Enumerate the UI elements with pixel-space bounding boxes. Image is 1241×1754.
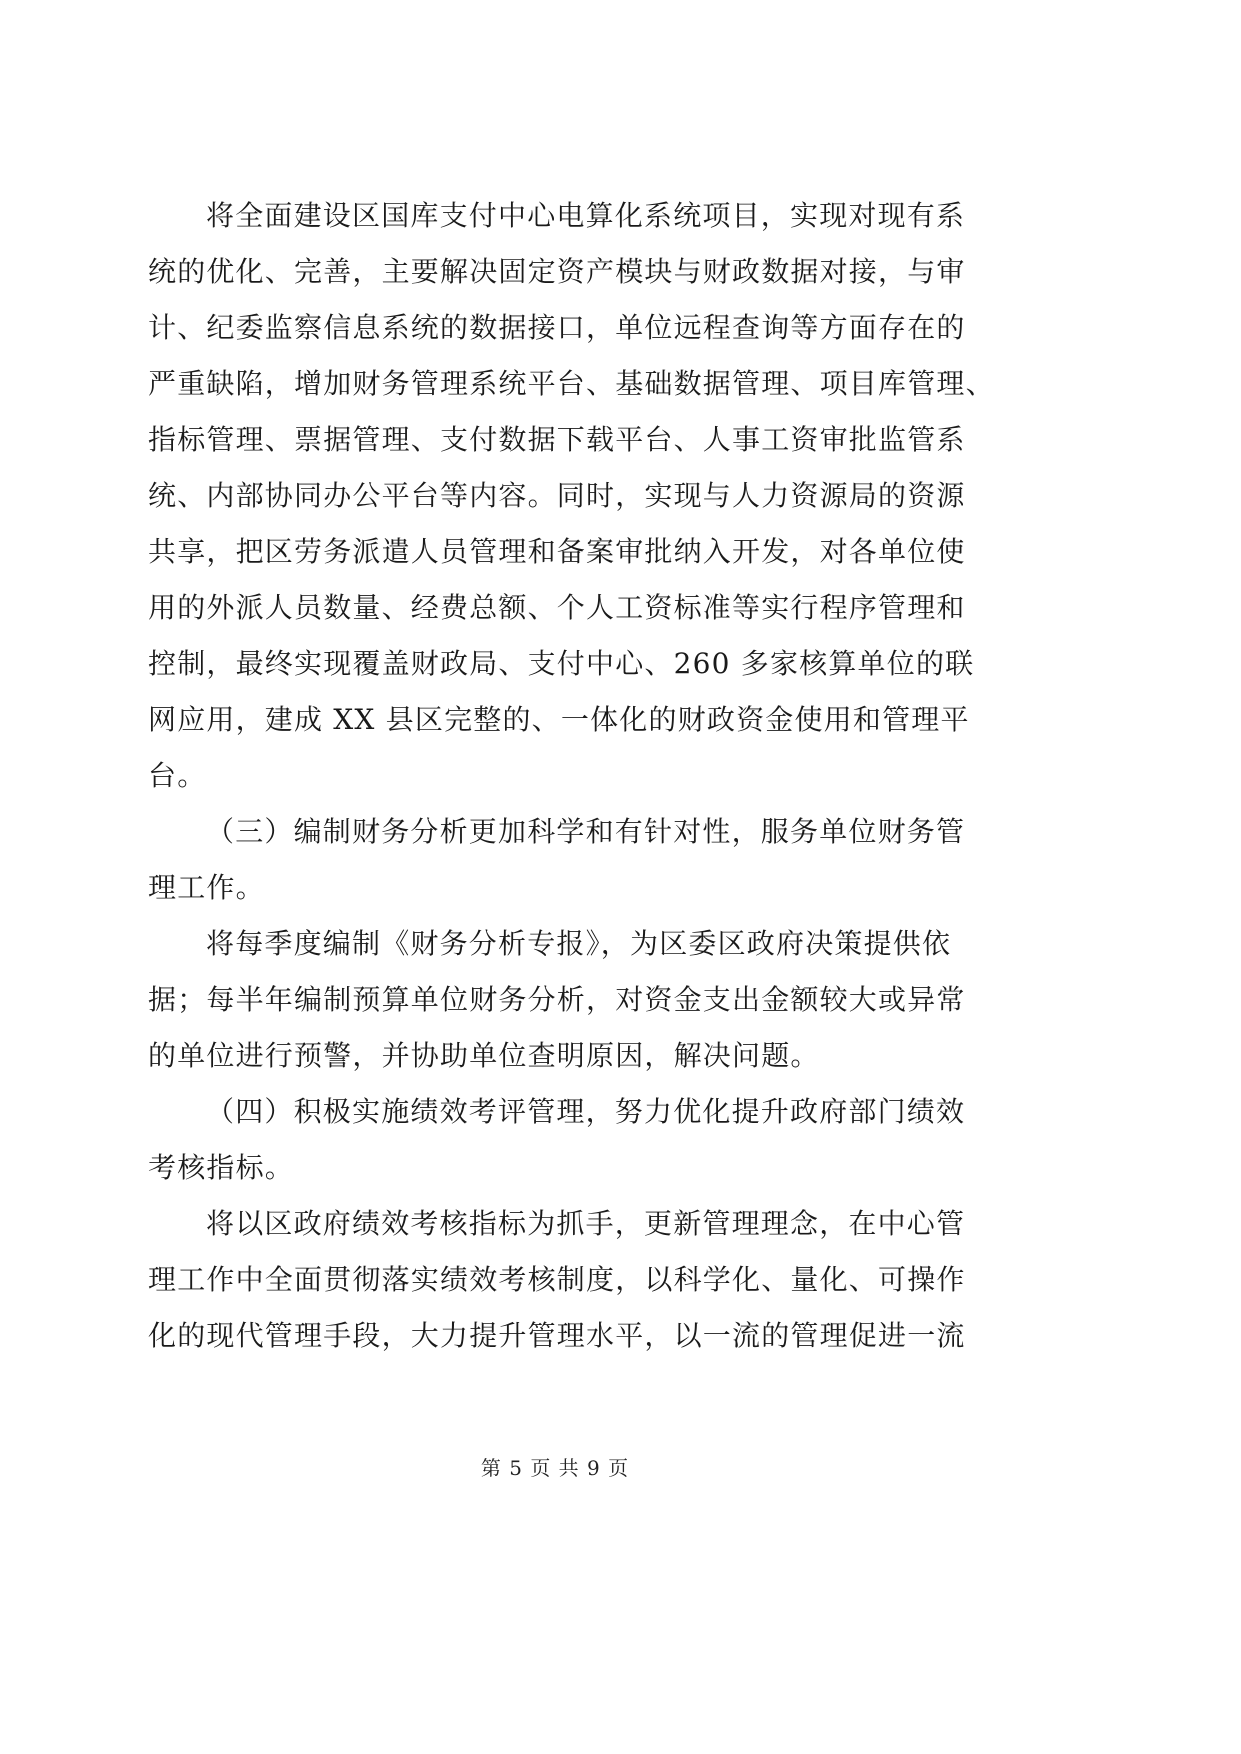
text-line: 计、纪委监察信息系统的数据接口，单位远程查询等方面存在的 bbox=[148, 311, 966, 344]
text-line: 据；每半年编制预算单位财务分析，对资金支出金额较大或异常 bbox=[148, 983, 966, 1016]
text-line: 共享，把区劳务派遣人员管理和备案审批纳入开发，对各单位使 bbox=[148, 535, 966, 568]
text-line: 统、内部协同办公平台等内容。同时，实现与人力资源局的资源 bbox=[148, 479, 966, 512]
text-line: 化的现代管理手段，大力提升管理水平，以一流的管理促进一流 bbox=[148, 1319, 966, 1352]
section-heading-3: （三）编制财务分析更加科学和有针对性，服务单位财务管 bbox=[206, 815, 966, 848]
text-line: 将以区政府绩效考核指标为抓手，更新管理理念，在中心管 bbox=[206, 1207, 966, 1240]
text-line: 指标管理、票据管理、支付数据下载平台、人事工资审批监管系 bbox=[148, 423, 966, 456]
text-line: 的单位进行预警，并协助单位查明原因，解决问题。 bbox=[148, 1039, 820, 1072]
text-line: 控制，最终实现覆盖财政局、支付中心、260 多家核算单位的联 bbox=[148, 647, 975, 680]
text-line: 用的外派人员数量、经费总额、个人工资标准等实行程序管理和 bbox=[148, 591, 966, 624]
page-number: 第 5 页 共 9 页 bbox=[480, 1456, 630, 1480]
text-line: 统的优化、完善，主要解决固定资产模块与财政数据对接，与审 bbox=[148, 255, 966, 288]
body-text bbox=[148, 188, 995, 1364]
text-line: 网应用，建成 XX 县区完整的、一体化的财政资金使用和管理平 bbox=[148, 703, 970, 736]
text-line: 严重缺陷，增加财务管理系统平台、基础数据管理、项目库管理、 bbox=[148, 367, 995, 400]
text-line: 将全面建设区国库支付中心电算化系统项目，实现对现有系 bbox=[206, 199, 966, 232]
text-line: 台。 bbox=[148, 759, 207, 792]
text-line: 将每季度编制《财务分析专报》，为区委区政府决策提供依 bbox=[206, 927, 952, 960]
text-line: 理工作中全面贯彻落实绩效考核制度，以科学化、量化、可操作 bbox=[148, 1263, 966, 1296]
section-heading-4-cont: 考核指标。 bbox=[148, 1151, 295, 1184]
section-heading-3-cont: 理工作。 bbox=[148, 871, 265, 904]
section-heading-4: （四）积极实施绩效考评管理，努力优化提升政府部门绩效 bbox=[206, 1095, 966, 1128]
